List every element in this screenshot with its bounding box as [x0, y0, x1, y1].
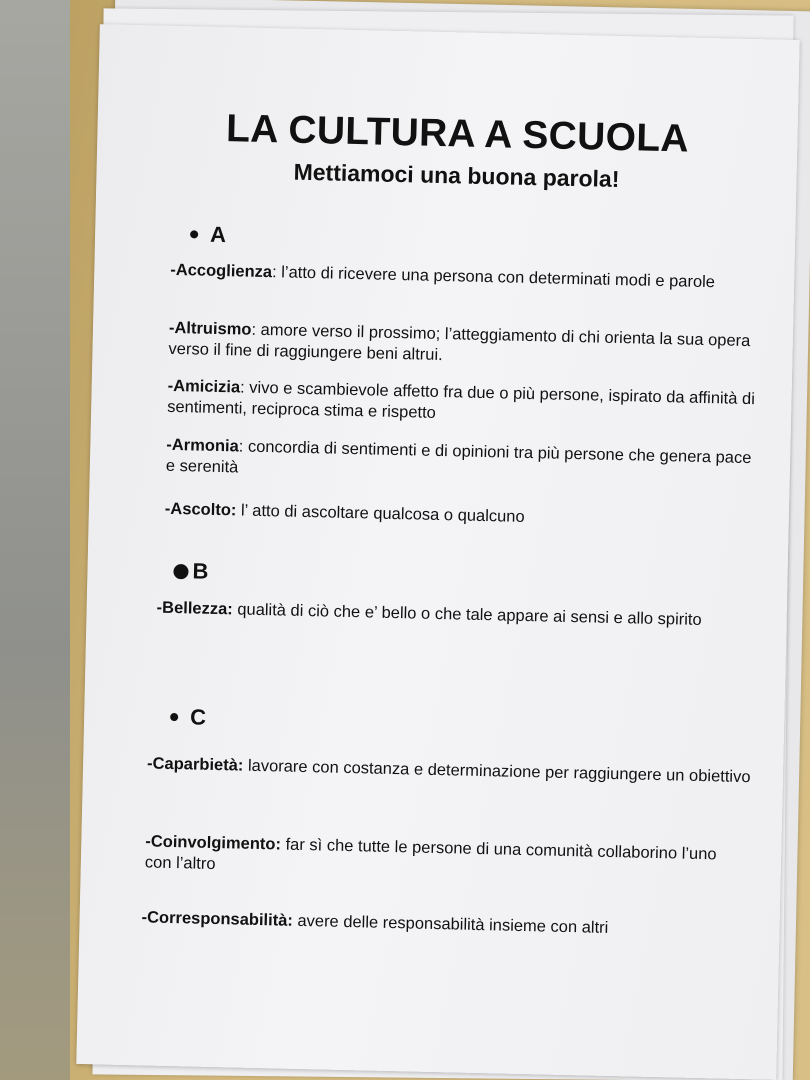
glossary-entry — [145, 831, 726, 886]
bullet-icon — [173, 564, 188, 579]
entry-term: -Corresponsabilità: — [141, 908, 294, 930]
entry-definition: avere delle responsabilità insieme con altri — [292, 911, 609, 937]
entry-term: -Accoglienza — [170, 260, 273, 282]
document-title: LA CULTURA A SCUOLA — [225, 107, 690, 161]
entry-definition: : l’atto di ricevere una persona con determinati modi e parole — [271, 263, 716, 292]
glossary-entry — [141, 907, 761, 942]
glossary-entry — [166, 435, 757, 490]
entry-definition: : amore verso il prossimo; l’atteggiamento di chi orienta la sua opera verso il fine di raggiungere beni altrui. — [168, 320, 751, 365]
document-subtitle: Mettiamoci una buona parola! — [293, 158, 620, 193]
bullet-icon — [170, 713, 178, 721]
entry-term: -Coinvolgimento: — [145, 832, 282, 854]
section-heading-c — [170, 704, 206, 731]
entry-definition: far sì che tutte le persone di una comunità collaborino l’uno con l’altro — [144, 835, 717, 874]
entry-term: -Altruismo — [168, 318, 252, 339]
section-letter: B — [192, 558, 209, 584]
glossary-entry — [165, 499, 755, 533]
entry-term: -Amicizia — [167, 376, 241, 397]
bullet-icon — [190, 230, 198, 238]
glossary-entry — [168, 318, 759, 373]
glossary-entry — [167, 376, 758, 431]
section-heading-b — [173, 558, 208, 585]
section-letter: C — [189, 704, 207, 730]
document-sheet — [76, 24, 799, 1080]
entry-term: -Armonia — [166, 435, 239, 456]
section-letter: A — [209, 221, 227, 248]
glossary-entry — [147, 753, 757, 788]
entry-definition: : concordia di sentimenti e di opinioni tra più persone che genera pace e serenità — [165, 437, 752, 477]
glossary-entry — [170, 260, 760, 294]
table-surface — [0, 0, 70, 1080]
entry-definition: lavorare con costanza e determinazione per raggiungere un obiettivo — [243, 756, 751, 787]
entry-definition: : vivo e scambievole affetto fra due o più persone, ispirato da affinità di sentimenti, reciproca stima e rispetto — [167, 378, 756, 422]
entry-definition: l’ atto di ascoltare qualcosa o qualcuno — [236, 501, 525, 526]
entry-term: -Ascolto: — [164, 499, 237, 520]
section-heading-a — [190, 221, 226, 248]
glossary-entry — [156, 598, 746, 632]
entry-term: -Caparbietà: — [146, 754, 244, 775]
entry-term: -Bellezza: — [156, 598, 233, 619]
entry-definition: qualità di ciò che e’ bello o che tale appare ai sensi e allo spirito — [232, 600, 702, 629]
